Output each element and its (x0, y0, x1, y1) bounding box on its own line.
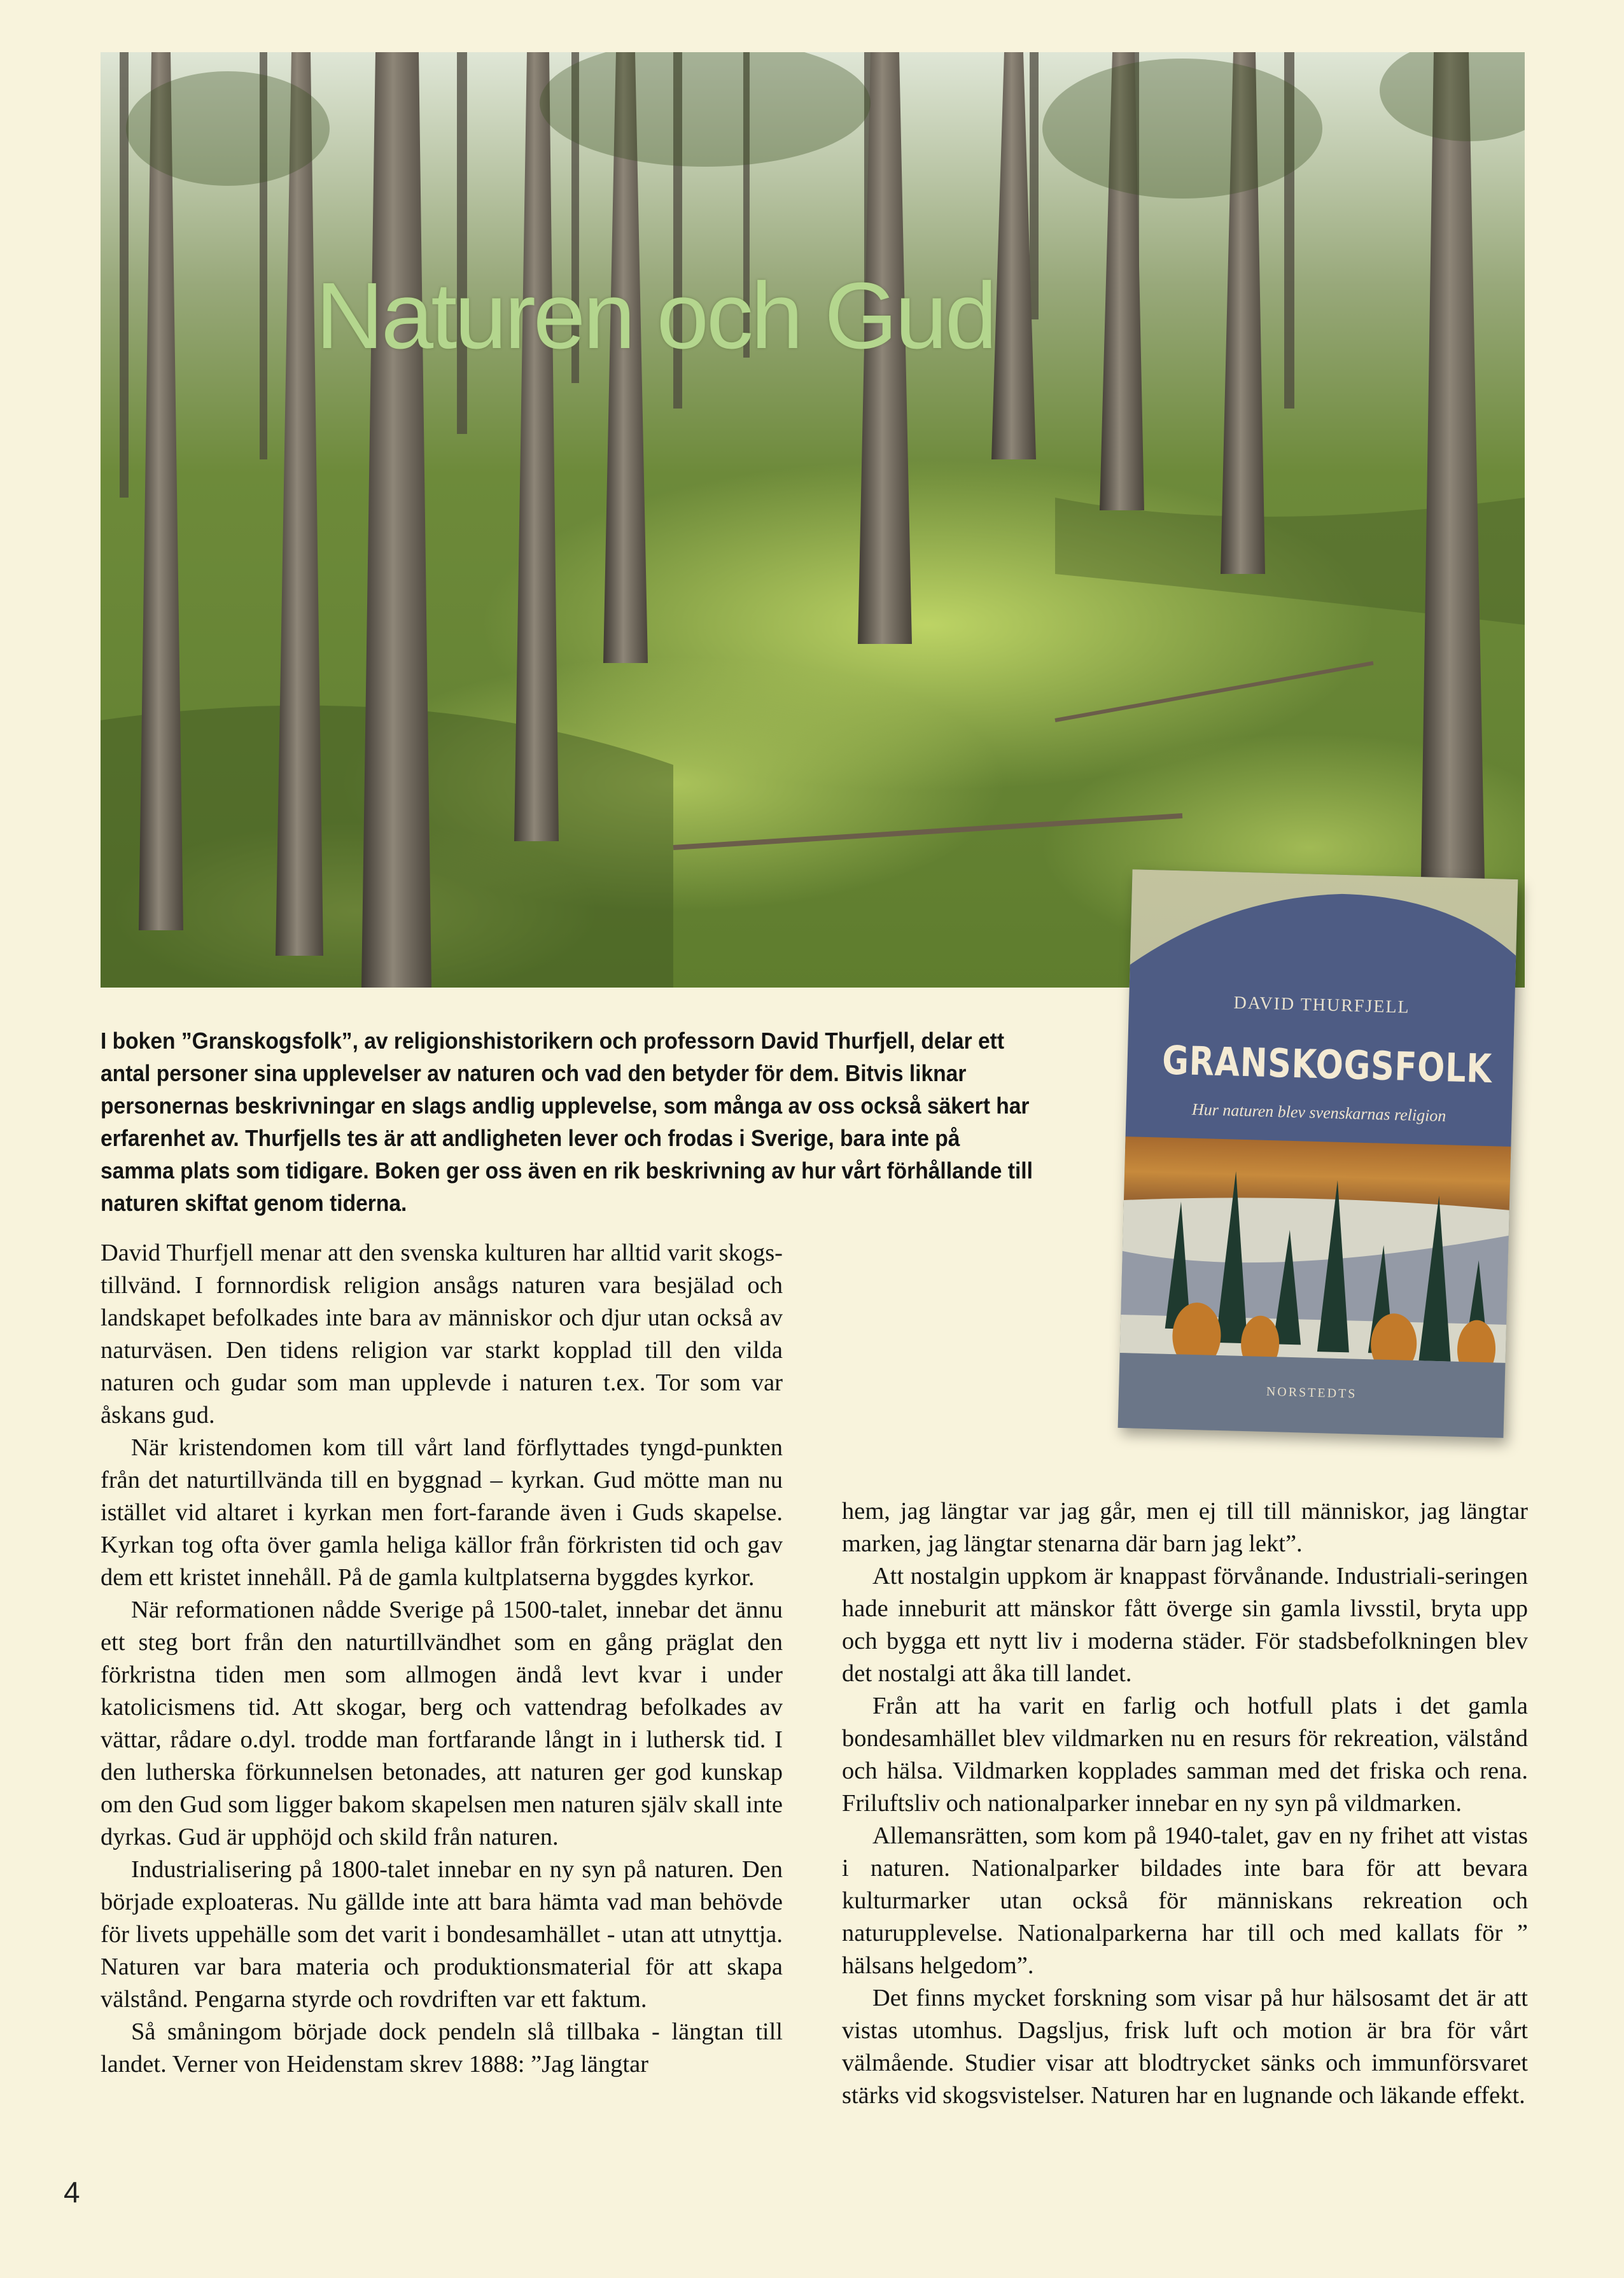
paragraph: Allemansrätten, som kom på 1940-talet, gav en ny frihet att vistas i naturen. Nationalparker bildades inte bara för att bevara kulturmarker utan också för människans rekreation och naturupplevelse. Nationalparkerna har till och med kallats för ” hälsans helgedom”. (842, 1822, 1528, 1979)
page-number: 4 (64, 2176, 80, 2209)
paragraph: Industrialisering på 1800-talet innebar en ny syn på naturen. Den började exploateras. Nu gällde inte att bara hämta vad man behövde för livets uppehälle som det varit i bondesamhället - utan att utnyttja. Naturen var bara materia och produktionsmaterial för att skapa välstånd. Pengarna styrde och rovdriften var ett faktum. (101, 1856, 783, 2013)
paragraph: Det finns mycket forskning som visar på hur hälsosamt det är att vistas utomhus. Dagsljus, frisk luft och motion är bra för vårt välmående. Studier visar att blodtrycket sänks och immunförsvaret stärks vid skogsvistelser. Naturen har en lugnande och läkande effekt. (842, 1985, 1528, 2109)
article-title: Naturen och Gud (316, 263, 995, 368)
paragraph: När kristendomen kom till vårt land förflyttades tyngd-punkten från det naturtillvända till en byggnad – kyrkan. Gud mötte man nu istället vid altaret i kyrkan men fort-farande även i Guds skapelse. Kyrkan tog ofta över gamla heliga källor från förkristen tid och gav dem ett kristet innehåll. På de gamla kultplatserna byggdes kyrkor. (101, 1434, 783, 1591)
paragraph: Att nostalgin uppkom är knappast förvånande. Industriali-seringen hade inneburit att mänskor fått överge sin gamla livsstil, bryta upp och bygga ett nytt liv i moderna städer. För stadsbefolkningen blev det nostalgi att åka till landet. (842, 1563, 1528, 1687)
paragraph: Från att ha varit en farlig och hotfull plats i det gamla bondesamhället blev vildmarken nu en resurs för rekreation, välstånd och hälsa. Vildmarken kopplades samman med det friska och rena. Friluftsliv och nationalparker innebar en ny syn på vildmarken. (842, 1693, 1528, 1817)
right-column (842, 1495, 1528, 2112)
paragraph: David Thurfjell menar att den svenska kulturen har alltid varit skogs-tillvänd. I fornnordisk religion ansågs naturen vara besjälad och landskapet befolkades inte bara av människor och djur utan också av naturväsen. Den tidens religion var starkt kopplad till den vilda naturen och gudar som man upplevde i naturen t.ex. Tor som var åskans gud. (101, 1240, 783, 1429)
paragraph: När reformationen nådde Sverige på 1500-talet, innebar det ännu ett steg bort från den naturtillvändhet som en gång präglat den förkristna tiden men som allmogen ändå levt kvar i under katolicismens tid. Att skogar, berg och vattendrag befolkades av vättar, rådare o.dyl. trodde man fortfarande långt in i luthersk tid. I den lutherska förkunnelsen betonades, att naturen ger god kunskap om den Gud som ligger bakom skapelsen men naturen själv skall inte dyrkas. Gud är upphöjd och skild från naturen. (101, 1597, 783, 1850)
paragraph: Så småningom började dock pendeln slå tillbaka - längtan till landet. Verner von Heidenstam skrev 1888: ”Jag längtar (101, 2018, 783, 2078)
paragraph: hem, jag längtar var jag går, men ej till till människor, jag längtar marken, jag längtar stenarna där barn jag lekt”. (842, 1498, 1528, 1557)
forest-illustration (101, 52, 1525, 988)
article-lead: I boken ”Granskogsfolk”, av religionshistorikern och professorn David Thurfjell, delar ett antal personer sina upplevelser av naturen och vad den betyder för dem. Bitvis liknar personernas beskrivningar en slags andlig upplevelse, som många av oss också säkert har erfarenhet av. Thurfjells tes är att andligheten lever och frodas i Sverige, bara inte på samma plats som tidigare. Boken ger oss även en rik beskrivning av hur vårt förhållande till naturen skiftat genom tiderna. (101, 1028, 1033, 1216)
book-subtitle: Hur naturen blev svenskarnas religion (1191, 1100, 1446, 1126)
left-column (101, 1237, 783, 2081)
book-cover-painting (1118, 869, 1518, 1438)
book-title: GRANSKOGSFOLK (1161, 1037, 1493, 1093)
book-cover (1118, 869, 1518, 1438)
book-author: DAVID THURFJELL (1233, 993, 1411, 1017)
forest-photo (101, 52, 1525, 988)
book-publisher: NORSTEDTS (1266, 1385, 1357, 1401)
